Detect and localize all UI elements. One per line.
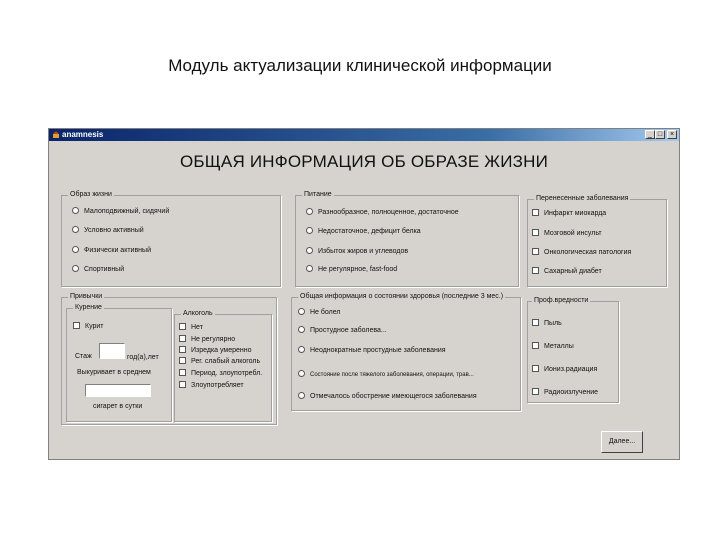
lifestyle-option[interactable]: Спортивный (72, 265, 124, 274)
smoking-legend: Курение (75, 304, 102, 311)
radio-icon[interactable] (306, 208, 313, 215)
maximize-icon: □ (657, 131, 663, 138)
checkbox-icon[interactable] (179, 369, 186, 376)
smoking-group (66, 304, 172, 422)
checkbox-icon[interactable] (179, 381, 186, 388)
checkbox-icon[interactable] (532, 209, 539, 216)
radio-icon[interactable] (72, 226, 79, 233)
diseases-legend: Перенесенные заболевания (536, 195, 629, 202)
health-option[interactable]: Простудное заболева... (298, 326, 387, 335)
hazard-checkbox[interactable]: Металлы (532, 342, 574, 351)
avg-label: Выкуривает в среднем (77, 369, 151, 376)
checkbox-icon[interactable] (532, 229, 539, 236)
radio-icon[interactable] (298, 370, 305, 377)
health-option[interactable]: Неоднократные простудные заболевания (298, 346, 446, 355)
hazards-legend: Проф.вредности (534, 297, 589, 304)
lifestyle-option[interactable]: Условно активный (72, 226, 144, 235)
radio-icon[interactable] (298, 346, 305, 353)
lifestyle-legend: Образ жизни (70, 191, 112, 198)
checkbox-icon[interactable] (532, 267, 539, 274)
hazard-checkbox[interactable]: Иониз.радиация (532, 365, 597, 374)
disease-checkbox[interactable]: Сахарный диабет (532, 267, 602, 276)
experience-input[interactable] (99, 343, 125, 359)
minimize-icon: _ (648, 131, 652, 138)
window-title: anamnesis (62, 130, 104, 139)
health-option[interactable]: Не болел (298, 308, 340, 317)
health-option[interactable]: Состояние после тяжелого заболевания, операции, трав... (298, 370, 474, 380)
alcohol-legend: Алкоголь (183, 310, 213, 317)
hazards-group (527, 297, 619, 403)
radio-icon[interactable] (72, 207, 79, 214)
alcohol-group (174, 310, 272, 422)
checkbox-icon[interactable] (532, 388, 539, 395)
habits-legend: Привычки (70, 293, 103, 300)
disease-checkbox[interactable]: Мозговой инсульт (532, 229, 602, 238)
radio-icon[interactable] (72, 246, 79, 253)
close-icon: × (669, 131, 675, 138)
cigarettes-input[interactable] (85, 384, 151, 397)
habits-group (61, 293, 277, 425)
radio-icon[interactable] (298, 392, 305, 399)
hazard-checkbox[interactable]: Радиоизлучение (532, 388, 598, 397)
lifestyle-option[interactable]: Малоподвижный, сидячий (72, 207, 169, 216)
experience-label: Стаж (75, 353, 92, 360)
health-option[interactable]: Отмечалось обострение имеющегося заболевания (298, 392, 477, 401)
nutrition-option[interactable]: Избыток жиров и углеводов (306, 247, 408, 256)
checkbox-icon[interactable] (73, 322, 80, 329)
radio-icon[interactable] (306, 265, 313, 272)
anamnesis-window (48, 128, 680, 460)
nutrition-option[interactable]: Разнообразное, полноценное, достаточное (306, 208, 459, 217)
per-day-label: сигарет в сутки (93, 403, 143, 410)
checkbox-icon[interactable] (532, 365, 539, 372)
disease-checkbox[interactable]: Онкологическая патология (532, 248, 631, 257)
radio-icon[interactable] (298, 326, 305, 333)
slide-title: Модуль актуализации клинической информации (168, 56, 552, 75)
app-icon (52, 131, 60, 139)
alcohol-checkbox[interactable]: Злоупотребляет (179, 381, 244, 390)
radio-icon[interactable] (306, 227, 313, 234)
radio-icon[interactable] (298, 308, 305, 315)
alcohol-checkbox[interactable]: Не регулярно (179, 335, 235, 344)
lifestyle-group (61, 191, 281, 287)
window-titlebar[interactable] (49, 129, 679, 141)
close-button[interactable] (667, 130, 677, 139)
minimize-button[interactable] (645, 130, 655, 139)
smokes-checkbox[interactable]: Курит (73, 322, 104, 331)
maximize-button[interactable] (655, 130, 665, 139)
alcohol-checkbox[interactable]: Нет (179, 323, 203, 332)
nutrition-group (295, 191, 519, 287)
nutrition-option[interactable]: Недостаточное, дефицит белка (306, 227, 421, 236)
radio-icon[interactable] (306, 247, 313, 254)
nutrition-option[interactable]: Не регулярное, fast-food (306, 265, 397, 274)
disease-checkbox[interactable]: Инфаркт миокарда (532, 209, 606, 218)
checkbox-icon[interactable] (179, 323, 186, 330)
alcohol-checkbox[interactable]: Период. злоупотребл. (179, 369, 262, 378)
lifestyle-option[interactable]: Физически активный (72, 246, 151, 255)
health-group (291, 293, 521, 411)
checkbox-icon[interactable] (532, 319, 539, 326)
checkbox-icon[interactable] (532, 248, 539, 255)
nutrition-legend: Питание (304, 191, 332, 198)
radio-icon[interactable] (72, 265, 79, 272)
checkbox-icon[interactable] (532, 342, 539, 349)
health-legend: Общая информация о состоянии здоровья (последние 3 мес.) (300, 293, 504, 300)
checkbox-icon[interactable] (179, 346, 186, 353)
next-button[interactable]: Далее... (601, 431, 643, 453)
checkbox-icon[interactable] (179, 357, 186, 364)
experience-unit: год(а),лет (127, 354, 159, 361)
checkbox-icon[interactable] (179, 335, 186, 342)
page-heading: ОБЩАЯ ИНФОРМАЦИЯ ОБ ОБРАЗЕ ЖИЗНИ (180, 152, 548, 171)
diseases-group (527, 195, 667, 287)
alcohol-checkbox[interactable]: Изредка умеренно (179, 346, 252, 355)
alcohol-checkbox[interactable]: Рег. слабый алкоголь (179, 357, 260, 366)
hazard-checkbox[interactable]: Пыль (532, 319, 562, 328)
